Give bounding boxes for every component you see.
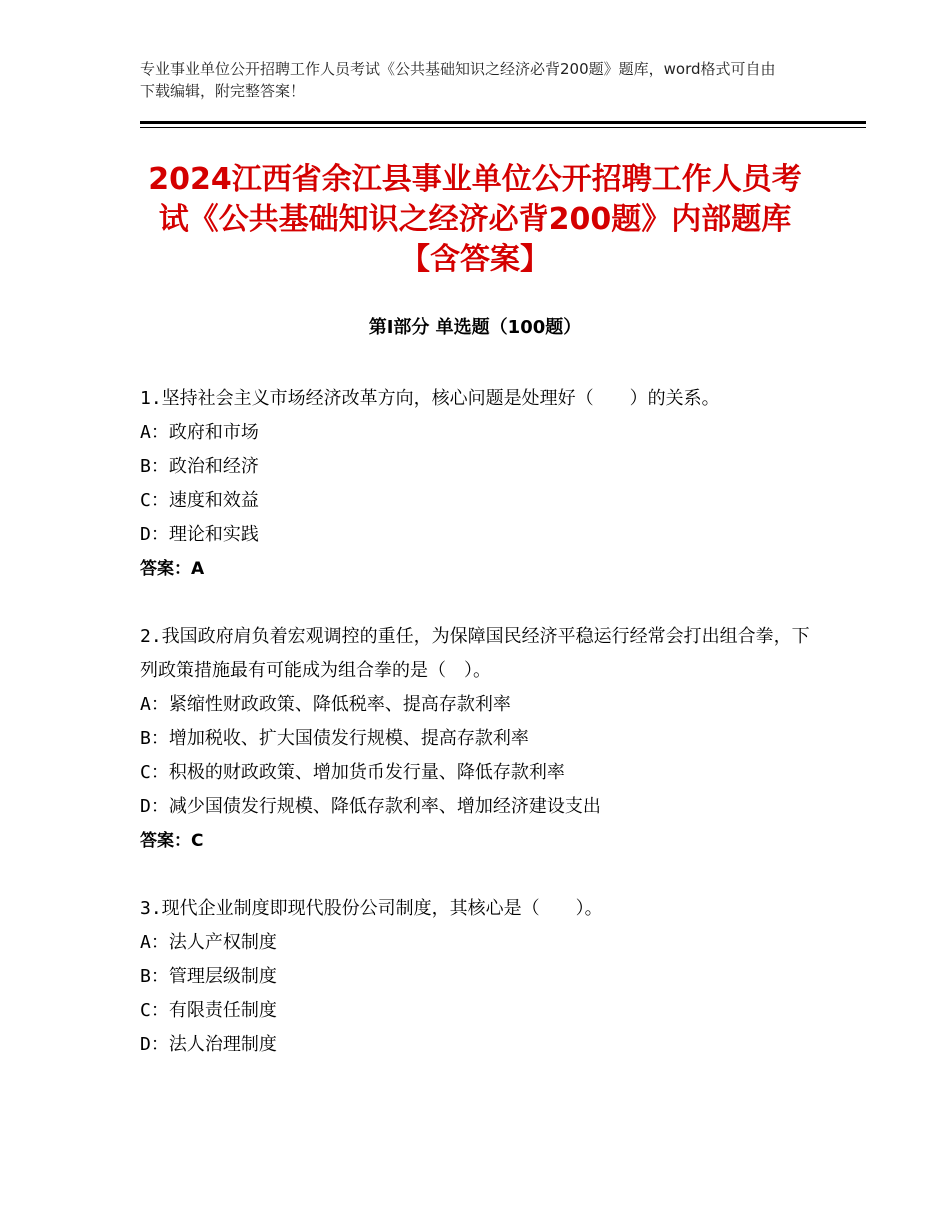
option-d: D：理论和实践	[140, 524, 259, 545]
question-2	[140, 620, 810, 858]
answer: 答案：A	[140, 559, 205, 579]
option-b: B：管理层级制度	[140, 966, 277, 987]
question-list	[140, 382, 810, 1096]
option-b: B：政治和经济	[140, 456, 259, 477]
option-c: C：速度和效益	[140, 490, 259, 511]
option-c: C：积极的财政政策、增加货币发行量、降低存款利率	[140, 762, 565, 783]
question-1	[140, 382, 810, 586]
header-rule-thin	[140, 127, 866, 128]
question-stem: 3.现代企业制度即现代股份公司制度，其核心是（ ）。	[140, 898, 603, 919]
option-c: C：有限责任制度	[140, 1000, 277, 1021]
option-a: A：政府和市场	[140, 422, 259, 443]
question-stem: 1.坚持社会主义市场经济改革方向，核心问题是处理好（ ）的关系。	[140, 388, 720, 409]
header-note: 专业事业单位公开招聘工作人员考试《公共基础知识之经济必背200题》题库，word格式可自由下载编辑，附完整答案！	[140, 60, 776, 100]
section-title: 第Ⅰ部分 单选题（100题）	[368, 317, 582, 338]
option-b: B：增加税收、扩大国债发行规模、提高存款利率	[140, 728, 529, 749]
option-d: D：减少国债发行规模、降低存款利率、增加经济建设支出	[140, 796, 601, 817]
option-a: A：紧缩性财政政策、降低税率、提高存款利率	[140, 694, 511, 715]
option-d: D：法人治理制度	[140, 1034, 277, 1055]
option-a: A：法人产权制度	[140, 932, 277, 953]
header-rule-thick	[140, 121, 866, 124]
document-title: 2024江西省余江县事业单位公开招聘工作人员考试《公共基础知识之经济必背200题》内部题库【含答案】	[148, 162, 802, 277]
question-stem: 2.我国政府肩负着宏观调控的重任，为保障国民经济平稳运行经常会打出组合拳，下列政策措施最有可能成为组合拳的是（ ）。	[140, 626, 810, 681]
answer: 答案：C	[140, 831, 204, 851]
question-3	[140, 892, 810, 1062]
